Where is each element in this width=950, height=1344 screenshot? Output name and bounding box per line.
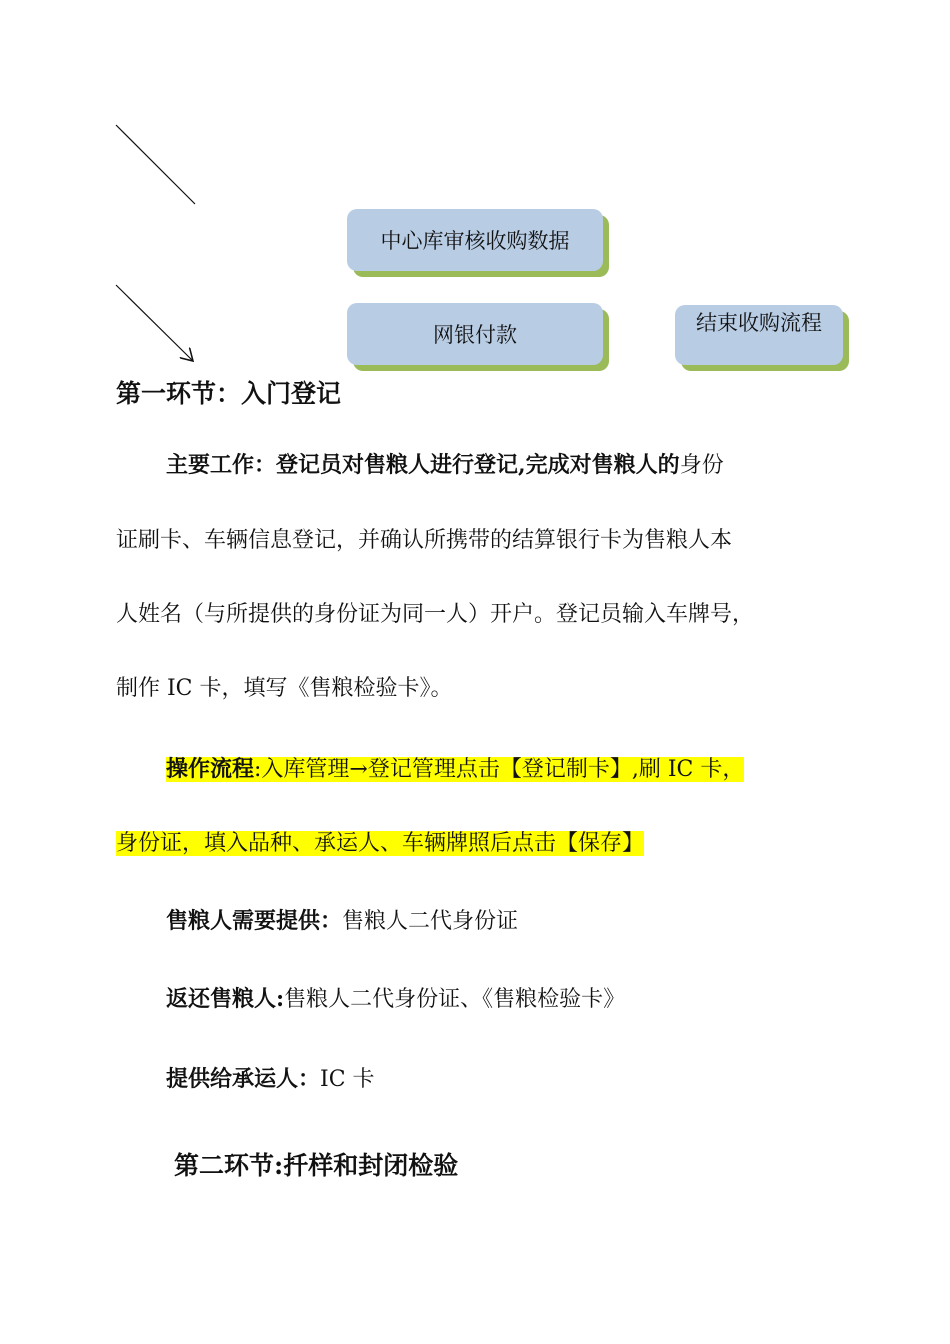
provide-line [166, 910, 518, 933]
carrier-line [166, 1068, 375, 1091]
main-work-line1-rest: 身份 [679, 453, 724, 478]
provide-label: 售粮人需要提供： [166, 908, 343, 934]
main-work-line3: 人姓名（与所提供的身份证为同一人）开户。登记员输入车牌号， [116, 602, 755, 627]
return-value: 售粮人二代身份证、《售粮检验卡》 [284, 987, 626, 1012]
section1-heading: 第一环节：入门登记 [116, 379, 342, 408]
main-work-line1 [166, 454, 724, 477]
flowchart [0, 0, 950, 380]
box-online-payment [347, 303, 603, 365]
return-label: 返还售粮人: [166, 986, 285, 1012]
main-work-bold: 登记员对售粮人进行登记,完成对售粮人的 [276, 452, 680, 478]
provide-value: 售粮人二代身份证 [342, 909, 519, 934]
operation-line2 [116, 833, 644, 855]
box-end-process [675, 305, 843, 365]
main-work-label: 主要工作： [166, 452, 277, 478]
box-online-payment-label: 网银付款 [433, 323, 517, 347]
carrier-label: 提供给承运人： [166, 1066, 321, 1092]
carrier-value: IC 卡 [320, 1067, 375, 1092]
operation-label: 操作流程 [166, 756, 255, 782]
main-work-line4: 制作 IC 卡，填写《售粮检验卡》。 [116, 676, 453, 701]
operation-line1-text: :入库管理→登记管理点击【登记制卡】,刷 IC 卡， [254, 757, 745, 782]
operation-line2-text: 身份证，填入品种、承运人、车辆牌照后点击【保存】 [116, 831, 645, 856]
box-center-review [347, 209, 603, 271]
main-work-line2: 证刷卡、车辆信息登记，并确认所携带的结算银行卡为售粮人本 [116, 528, 733, 553]
operation-line1 [166, 758, 744, 781]
connector-line-top [116, 125, 195, 204]
connector-arrow-bottom [116, 285, 193, 361]
box-end-process-label: 结束收购流程 [696, 311, 822, 335]
box-center-review-label: 中心库审核收购数据 [380, 229, 570, 253]
return-line [166, 988, 625, 1011]
section2-heading: 第二环节:扦样和封闭检验 [174, 1151, 459, 1180]
